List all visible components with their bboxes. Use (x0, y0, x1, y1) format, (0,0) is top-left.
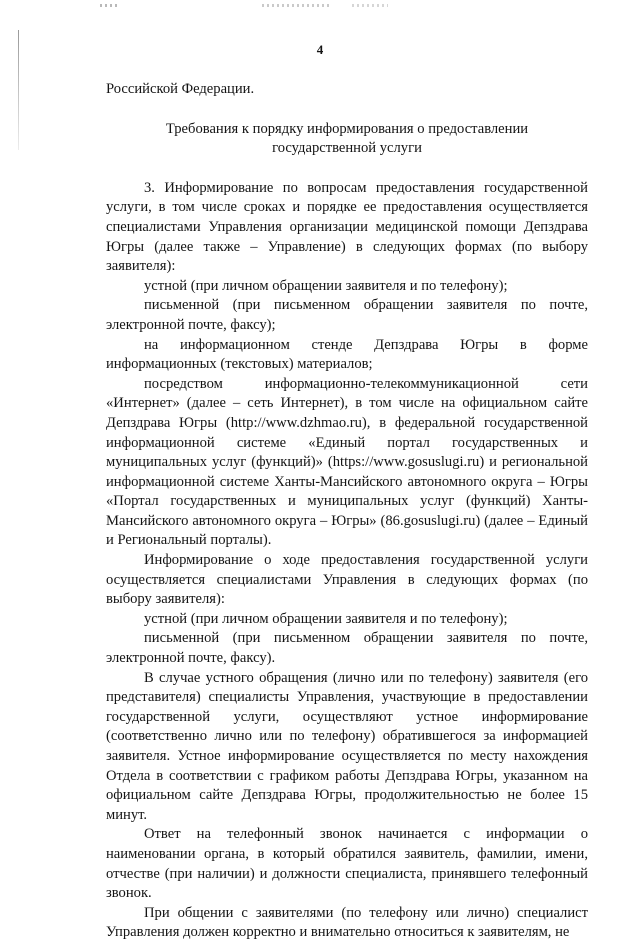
scan-artifact-top (352, 4, 388, 7)
paragraph: посредством информационно-телекоммуникационной сети «Интернет» (далее – сеть Интернет), в том числе на официальном сайте Депздрава Югры (http://www.dzhmao.ru), в федеральной государственной информационной системе «Единый портал государственных и муниципальных услуг (функций)» (https://www.gosuslugi.ru) и региональной информационной системе Ханты-Мансийского автономного округа – Югры «Портал государственных и муниципальных услуг (функций) Ханты-Мансийского автономного округа – Югры» (86.gosuslugi.ru) (далее – Единый и Региональный порталы). (106, 375, 588, 549)
paragraph: Информирование о ходе предоставления государственной услуги осуществляется специалистами Управления в следующих формах (по выбору заявителя): (106, 552, 588, 608)
paragraph: письменной (при письменном обращении заявителя по почте, электронной почте, факсу). (106, 630, 588, 667)
paragraph: В случае устного обращения (лично или по телефону) заявителя (его представителя) специалисты Управления, участвующие в предоставлении государственной услуги, осуществляют устное информирование (соответственно лично или по телефону) обратившегося за информацией заявителя. Устное информирование осуществляется по месту нахождения Отдела в соответствии с графиком работы Депздрава Югры, указанном на официальном сайте Депздрава Югры, продолжительностью не более 15 минут. (106, 669, 588, 823)
paragraph: на информационном стенде Депздрава Югры в форме информационных (текстовых) материалов; (106, 336, 588, 373)
paragraph: письменной (при письменном обращении заявителя по почте, электронной почте, факсу); (106, 297, 588, 333)
page-number: 4 (316, 42, 324, 57)
section-heading (106, 120, 588, 159)
section-heading-line: Требования к порядку информирования о предоставлении (165, 120, 529, 137)
scan-artifact-top (262, 4, 332, 7)
continued-text: Российской Федерации. (106, 81, 255, 97)
document-body (106, 80, 588, 943)
paragraph: При общении с заявителями (по телефону или лично) специалист Управления должен корректно и внимательно относиться к заявителям, не (106, 904, 588, 941)
paragraph: устной (при личном обращении заявителя и по телефону); (144, 610, 508, 627)
paragraph: устной (при личном обращении заявителя и по телефону); (144, 277, 508, 294)
scan-artifact-top (100, 4, 118, 7)
paragraph: 3. Информирование по вопросам предоставления государственной услуги, в том числе сроках и порядке ее предоставления осуществляется специалистами Управления организации медицинской помощи Депздрава Югры (далее также – Управление) в следующих формах (по выбору заявителя): (106, 179, 588, 275)
paragraph: Ответ на телефонный звонок начинается с информации о наименовании органа, в который обратился заявитель, фамилии, имени, отчестве (при наличии) и должности специалиста, принявшего телефонный звонок. (106, 826, 588, 902)
section-heading-line: государственной услуги (272, 140, 422, 157)
